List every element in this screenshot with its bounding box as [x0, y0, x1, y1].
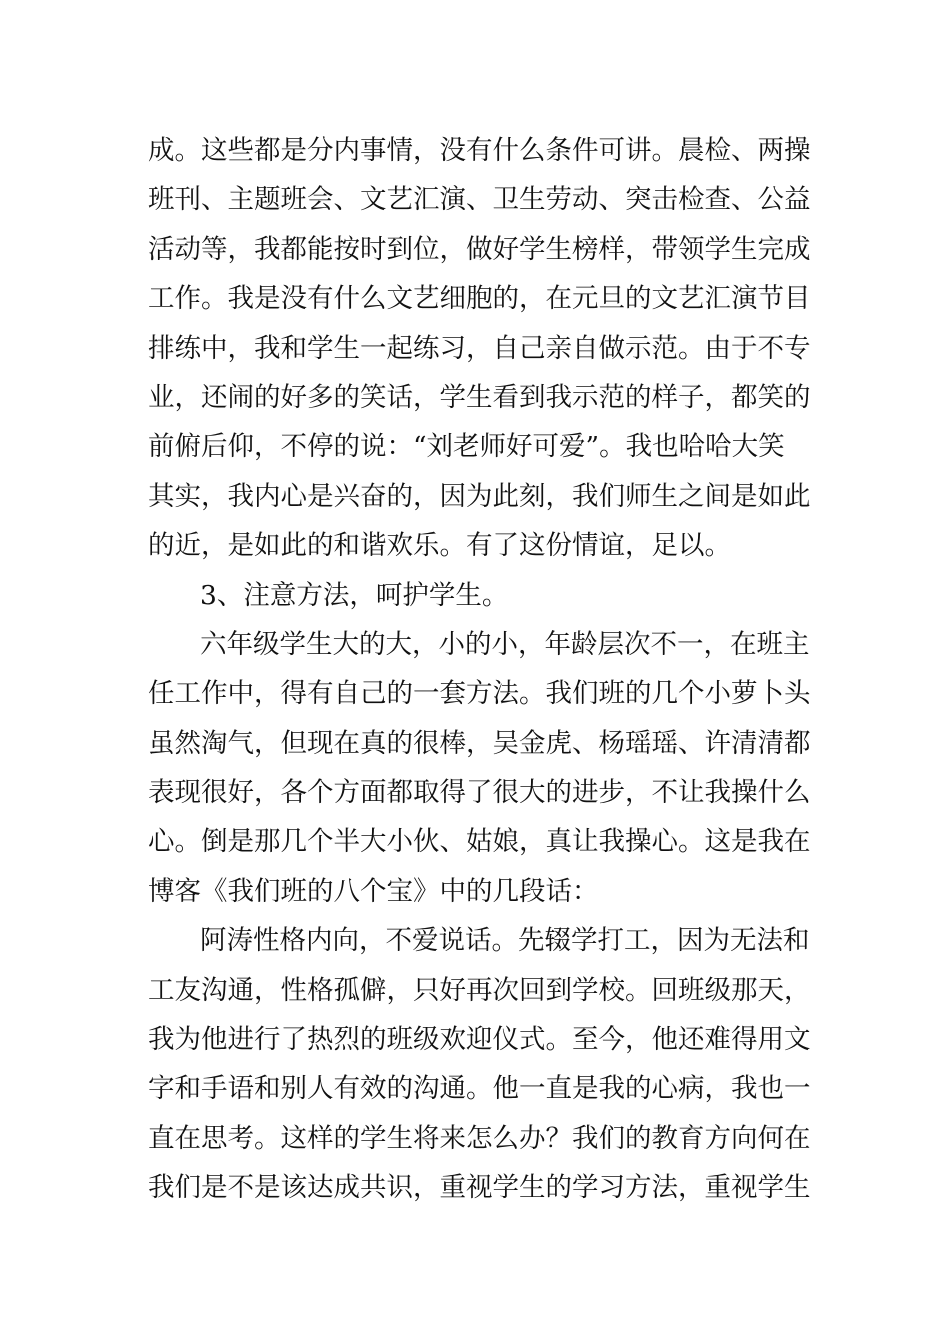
text-line: 虽然淘气，但现在真的很棒，吴金虎、杨瑶瑶、许清清都 [148, 727, 811, 759]
text-line: 心。倒是那几个半大小伙、姑娘，真让我操心。这是我在 [148, 826, 811, 858]
text-line: 阿涛性格内向，不爱说话。先辍学打工，因为无法和 [200, 925, 810, 957]
text-line: 活动等，我都能按时到位，做好学生榜样，带领学生完成 [148, 233, 811, 265]
text-line: 排练中，我和学生一起练习，自己亲自做示范。由于不专 [148, 332, 811, 364]
text-line: 博客《我们班的八个宝》中的几段话： [148, 875, 599, 907]
text-line: 我们是不是该达成共识，重视学生的学习方法，重视学生 [148, 1172, 811, 1204]
text-line: 我为他进行了热烈的班级欢迎仪式。至今，他还难得用文 [148, 1024, 811, 1056]
text-line: 字和手语和别人有效的沟通。他一直是我的心病，我也一 [148, 1073, 811, 1105]
text-line: 直在思考。这样的学生将来怎么办？我们的教育方向何在 [148, 1122, 811, 1154]
text-line: 前俯后仰，不停的说：“刘老师好可爱”。我也哈哈大笑 [148, 431, 785, 463]
text-line: 的近，是如此的和谐欢乐。有了这份情谊，足以。 [148, 530, 731, 562]
text-line: 业，还闹的好多的笑话，学生看到我示范的样子，都笑的 [148, 381, 811, 413]
body-text [148, 126, 818, 1213]
section-heading: 3、注意方法，呵护学生。 [200, 579, 509, 611]
text-line: 工友沟通，性格孤僻，只好再次回到学校。回班级那天， [148, 974, 811, 1006]
text-line: 表现很好，各个方面都取得了很大的进步，不让我操什么 [148, 777, 811, 809]
text-line: 其实，我内心是兴奋的，因为此刻，我们师生之间是如此 [148, 480, 811, 512]
text-line: 成。这些都是分内事情，没有什么条件可讲。晨检、两操 [148, 135, 811, 166]
text-line: 工作。我是没有什么文艺细胞的，在元旦的文艺汇演节目 [148, 283, 811, 315]
text-line: 班刊、主题班会、文艺汇演、卫生劳动、突击检查、公益 [148, 184, 811, 216]
text-line: 六年级学生大的大，小的小，年龄层次不一，在班主 [200, 628, 810, 660]
text-line: 任工作中，得有自己的一套方法。我们班的几个小萝卜头 [148, 678, 811, 710]
